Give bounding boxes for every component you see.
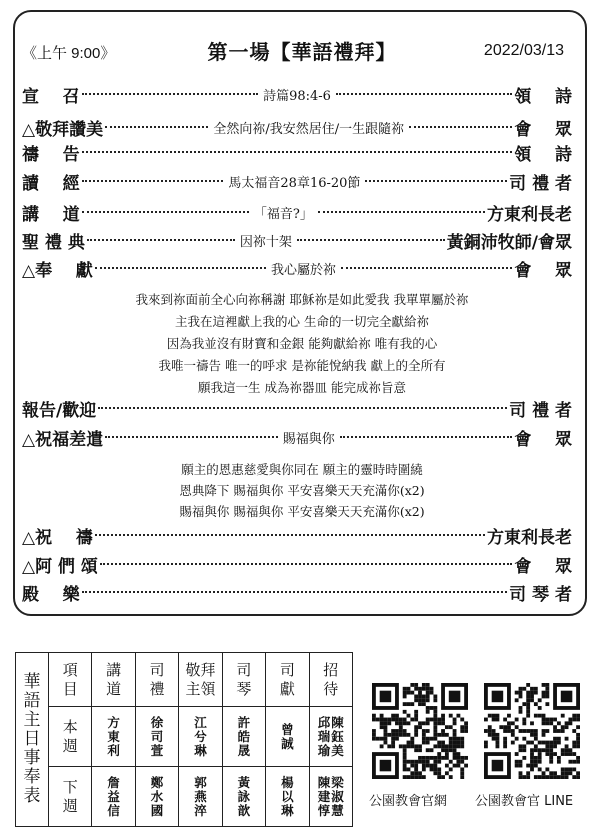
lyric-line: 我唯一禱告 唯一的呼求 是祢能悅納我 獻上的全所有 — [158, 358, 446, 373]
next-week-label: 下 週 — [49, 767, 92, 827]
roster-name-cell: 邱 瑞 瑜 陳 鈺 美 — [309, 707, 352, 767]
service-date: 2022/03/13 — [483, 42, 564, 59]
roster-name-cell: 陳 建 惇 梁 淑 慧 — [309, 767, 352, 827]
order-leader-dots — [80, 151, 515, 153]
page-title: 第一場【華語禮拜】 — [207, 40, 397, 64]
roster-name-cell: 江 兮 琳 — [179, 707, 222, 767]
roster-row-this-week — [16, 707, 353, 767]
website-qr-code[interactable] — [372, 683, 468, 779]
roster-header: 招 待 — [309, 653, 352, 707]
order-row — [22, 169, 572, 193]
order-row — [22, 552, 572, 576]
order-leader-dots — [93, 259, 515, 278]
order-row — [22, 523, 572, 547]
roster-name-cell: 徐 司 萱 — [135, 707, 178, 767]
order-item: △奉 獻 — [22, 260, 93, 281]
roster-title-char: 事 — [23, 748, 41, 768]
roster-header: 司 琴 — [222, 653, 265, 707]
order-leader: 會 眾 — [514, 260, 572, 281]
order-item: 講 道 — [22, 204, 80, 225]
lyric-line: 願主的恩惠慈愛與你同在 願主的靈時時圍繞 — [181, 462, 423, 477]
roster-name-cell: 鄭 水 國 — [135, 767, 178, 827]
service-time: 《上午 9:00》 — [22, 45, 116, 62]
order-leader-dots — [98, 563, 514, 565]
order-item: △敬拜讚美 — [22, 119, 104, 140]
line-qr-caption: 公園教會官 LINE — [475, 794, 574, 809]
roster-header: 講 道 — [92, 653, 135, 707]
roster-name-cell: 楊 以 琳 — [266, 767, 309, 827]
order-item: △阿 們 頌 — [22, 556, 98, 577]
roster-title-char: 日 — [23, 729, 41, 749]
order-leader: 會 眾 — [514, 429, 572, 450]
order-row — [22, 425, 572, 449]
order-leader: 會 眾 — [514, 556, 572, 577]
lyric-line: 賜福與你 賜福與你 平安喜樂天天充滿你(x2) — [179, 504, 425, 519]
roster-name-cell: 許 皓 晟 — [222, 707, 265, 767]
roster-title-char: 主 — [23, 710, 41, 730]
order-leader: 司 禮 者 — [509, 400, 572, 421]
order-content: 賜福與你 — [282, 431, 335, 447]
order-leader-dots — [80, 203, 487, 222]
roster-title — [16, 653, 49, 827]
order-leader-dots — [96, 407, 509, 409]
order-content: 詩篇98:4-6 — [263, 88, 331, 104]
lyric-line: 我來到祢面前全心向祢稱謝 耶穌祢是如此愛我 我單單屬於祢 — [135, 292, 469, 307]
order-leader: 領 詩 — [514, 86, 572, 107]
order-row — [22, 115, 572, 139]
order-leader: 司 琴 者 — [509, 584, 572, 605]
order-item: 讀 經 — [22, 173, 80, 194]
roster-header: 司 禮 — [135, 653, 178, 707]
order-item: 宣 召 — [22, 86, 80, 107]
order-leader-dots — [103, 428, 514, 447]
order-item: 殿 樂 — [22, 584, 80, 605]
order-leader-dots — [80, 172, 509, 191]
order-leader: 黃銅沛牧師/會眾 — [446, 232, 572, 253]
roster-name-cell: 郭 燕 淬 — [179, 767, 222, 827]
order-content: 因祢十架 — [239, 234, 292, 250]
order-row — [22, 396, 572, 420]
website-qr-caption: 公園教會官網 — [369, 794, 448, 809]
roster-title-char: 語 — [23, 691, 41, 711]
order-item: △祝福差遣 — [22, 429, 104, 450]
order-row — [22, 140, 572, 164]
this-week-label: 本 週 — [49, 707, 92, 767]
roster-name-cell: 黃 詠 歆 — [222, 767, 265, 827]
order-leader-dots — [80, 591, 509, 593]
roster-header: 司 獻 — [266, 653, 309, 707]
order-leader: 方東利長老 — [487, 527, 572, 548]
roster-name-cell: 曾 誠 — [266, 707, 309, 767]
order-leader: 領 詩 — [514, 144, 572, 165]
roster-title-char: 奉 — [23, 767, 41, 787]
order-row — [22, 580, 572, 604]
order-leader-dots — [103, 118, 514, 137]
order-row — [22, 256, 572, 280]
order-leader-dots — [85, 231, 447, 250]
order-item: △祝 禱 — [22, 527, 93, 548]
order-content: 「福音?」 — [253, 206, 313, 222]
line-qr-code[interactable] — [484, 683, 580, 779]
roster-name-cell: 詹 益 信 — [92, 767, 135, 827]
order-content: 全然向祢/我安然居住/一生跟隨祢 — [213, 121, 405, 137]
order-row — [22, 200, 572, 224]
service-roster-table — [15, 652, 353, 827]
roster-title-char: 表 — [23, 786, 41, 806]
order-leader: 司 禮 者 — [509, 173, 572, 194]
order-leader: 會 眾 — [514, 119, 572, 140]
roster-header: 項 目 — [49, 653, 92, 707]
order-row — [22, 82, 572, 106]
roster-row-next-week — [16, 767, 353, 827]
lyric-line: 主我在這裡獻上我的心 生命的一切完全獻給祢 — [175, 314, 429, 329]
lyric-line: 因為我並沒有財寶和金銀 能夠獻給祢 唯有我的心 — [166, 336, 438, 351]
roster-title-char: 華 — [23, 672, 41, 692]
order-item: 報告/歡迎 — [22, 400, 97, 421]
order-leader-dots — [80, 85, 515, 104]
order-item: 禱 告 — [22, 144, 80, 165]
order-content: 馬太福音28章16-20節 — [228, 175, 361, 191]
lyric-line: 恩典降下 賜福與你 平安喜樂天天充滿你(x2) — [179, 483, 425, 498]
lyric-line: 願我這一生 成為祢器皿 能完成祢旨意 — [198, 380, 406, 395]
order-row — [22, 228, 572, 252]
order-content: 我心屬於祢 — [271, 262, 337, 278]
order-item: 聖 禮 典 — [22, 232, 85, 253]
order-leader-dots — [93, 534, 487, 536]
order-leader: 方東利長老 — [487, 204, 572, 225]
roster-header: 敬拜 主領 — [179, 653, 222, 707]
roster-name-cell: 方 東 利 — [92, 707, 135, 767]
